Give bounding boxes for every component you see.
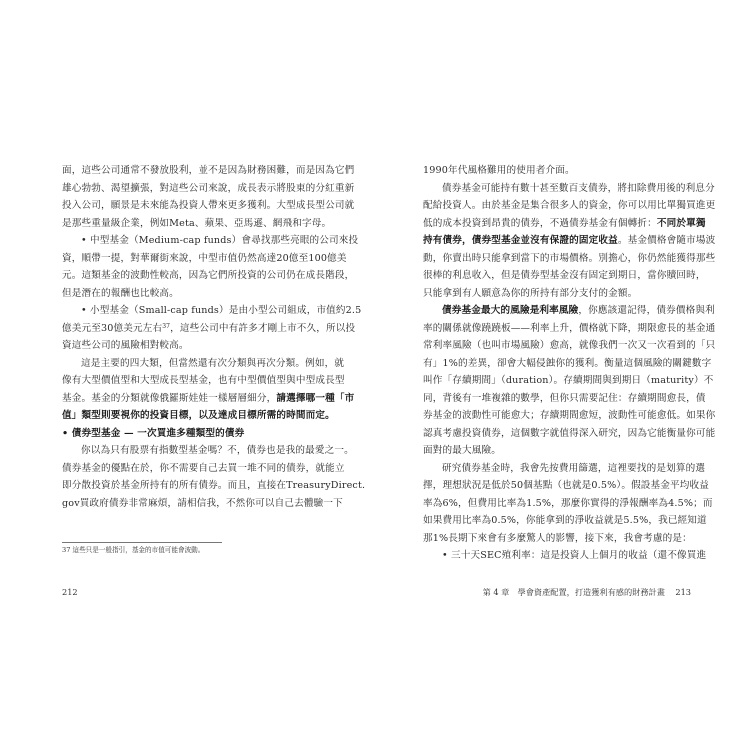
text-line (62, 390, 355, 408)
text-line: 認真考慮投資債券，這個數字就值得深入研究，因為它能衡量你可能 (423, 427, 716, 439)
running-footer-right (483, 587, 691, 598)
footnote: 37 這些只是一般指引，基金的市值可能會波動。 (62, 546, 205, 554)
page-number-left: 212 (62, 587, 78, 597)
text-line: 研究債券基金時，我會先按費用篩選，這裡要找的是划算的選 (442, 462, 706, 474)
text-line: 面對的最大風險。 (423, 445, 501, 456)
text-line: 動，你賣出時只能拿到當下的市場價格。別擔心，你仍然能獲得那些 (423, 252, 716, 264)
text-line: 同，背後有一堆複雜的數學，但你只需要記住：存續期間愈長，債 (423, 392, 706, 404)
text-line: 1990年代風格難用的使用者介面。 (423, 165, 575, 176)
bold-segment: 持有債券，債券型基金並沒有保證的固定收益 (423, 235, 618, 246)
text-line: 你以為只有股票有指數型基金嗎？不，債券也是我的最愛之一。 (81, 445, 354, 456)
text-line: 如果費用比率為0.5%，你能拿到的淨收益就是5.5%，我已經知道 (423, 515, 707, 526)
text-line: 資，順帶一提，對華爾街來說，中型市值仍然高達20億至100億美 (62, 252, 347, 264)
page-number-right: 213 (675, 587, 691, 597)
footnote-rule (62, 542, 222, 543)
text-line: 率為6%，但費用比率為1.5%，那麼你實得的淨報酬率為4.5%；而 (423, 497, 713, 509)
text-line: 債券基金可能持有數十甚至數百支債券，將扣除費用後的利息分 (442, 182, 715, 194)
text-line: 值」類型則要視你的投資目標，以及達成目標所需的時間而定。 (62, 410, 335, 421)
text-line: 那1%長期下來會有多麼驚人的影響，接下來，我會考慮的是： (423, 532, 692, 544)
text-line: 債券基金的優點在於，你不需要自己去買一堆不同的債券，就能立 (62, 462, 345, 474)
text-segment: ，這些公司中有許多才剛上市不久，所以投 (170, 322, 356, 334)
text-segment: 基金。基金的分類就像俄羅斯娃娃一樣層層細分， (62, 392, 277, 404)
bold-segment: 債券基金最大的風險是利率風險 (442, 305, 579, 316)
text-segment: ，你應該還記得，債券價格與利 (578, 305, 715, 316)
text-line: 像有大型價值型和大型成長型基金，也有中型價值型與中型成長型 (62, 375, 345, 386)
text-line: 但是潛在的報酬也比較高。 (62, 287, 179, 299)
text-line: 有」1%的差異，卻會大幅侵蝕你的獲利。衡量這個風險的關鍵數字 (423, 357, 712, 369)
bold-segment: 不同於單獨 (656, 217, 706, 229)
text-line: gov買政府債券非常麻煩，請相信我，不然你可以自己去體驗一下 (62, 497, 343, 509)
text-segment: 。基金價格會隨市場波 (617, 235, 716, 246)
text-line: 常利率風險（也叫市場風險）愈高，就像我們一次又一次看到的「只 (423, 340, 716, 351)
text-line: • 小型基金（Small-cap funds）是由小型公司組成，市值約2.5 (81, 305, 362, 316)
text-line: • 三十天SEC殖利率：這是投資人上個月的收益（還不像買進 (442, 550, 707, 561)
bold-segment: 請選擇哪一種「市 (276, 392, 355, 404)
text-line: 只能拿到有人願意為你的所持有部分支付的金額。 (423, 287, 638, 299)
text-line: • 中型基金（Medium-cap funds）會尋找那些亮眼的公司來投 (81, 235, 359, 246)
text-line: 擇，理想狀況是低於50個基點（也就是0.5%）。假設基金平均收益 (423, 480, 710, 491)
text-line: 元。這類基金的波動性較高，因為它們所投資的公司仍在成長階段， (62, 270, 355, 281)
text-line: 投入公司，願景是未來能為投資人帶來更多獲利。大型成長型公司就 (62, 200, 355, 211)
text-line: 券基金的波動性可能愈大；存續期間愈短，波動性可能愈低。如果你 (423, 410, 716, 421)
text-line: 很棒的利息收入，但是債券型基金沒有固定到期日，當你贖回時， (423, 270, 706, 281)
text-line (62, 320, 356, 338)
text-line: 配給投資人。由於基金是集合很多人的資金，你可以用比單獨買進更 (423, 200, 716, 211)
text-line (423, 302, 715, 320)
text-line: 雄心勃勃、渴望擴張，對這些公司來說，成長表示將股東的分紅重新 (62, 182, 355, 194)
text-line: 即分散投資於基金所持有的所有債券。而且，直接在TreasuryDirect. (62, 480, 366, 491)
text-line: 資這些公司的風險相對較高。 (62, 340, 189, 351)
text-line: 這是主要的四大類，但當然還有次分類與再次分類。例如，就 (81, 357, 345, 369)
text-segment: 低的成本投資到昂貴的債券，不過債券基金有個轉折： (423, 217, 657, 229)
section-heading: • 債券型基金 — 一次買進多種類型的債券 (62, 427, 245, 439)
text-line: 率的關係就像蹺蹺板——利率上升，價格就下降，期限愈長的基金通 (423, 322, 716, 334)
running-head: 第 4 章 學會資產配置，打造獲利有感的財務計畫 (482, 587, 665, 597)
right-page (423, 162, 716, 565)
text-line: 面，這些公司通常不發放股利，並不是因為財務困難，而是因為它們 (62, 165, 355, 176)
text-line: 叫作「存續期間」（duration）。存續期間與到期日（maturity）不 (423, 375, 714, 386)
text-line: 是那些重量級企業，例如Meta、蘋果、亞馬遜、網飛和字母。 (62, 217, 332, 229)
text-line (423, 232, 716, 250)
text-segment: 億美元至30億美元左右 (62, 322, 163, 334)
text-line (423, 215, 706, 233)
footnote-ref: 37 (162, 322, 171, 330)
left-page (62, 162, 366, 512)
